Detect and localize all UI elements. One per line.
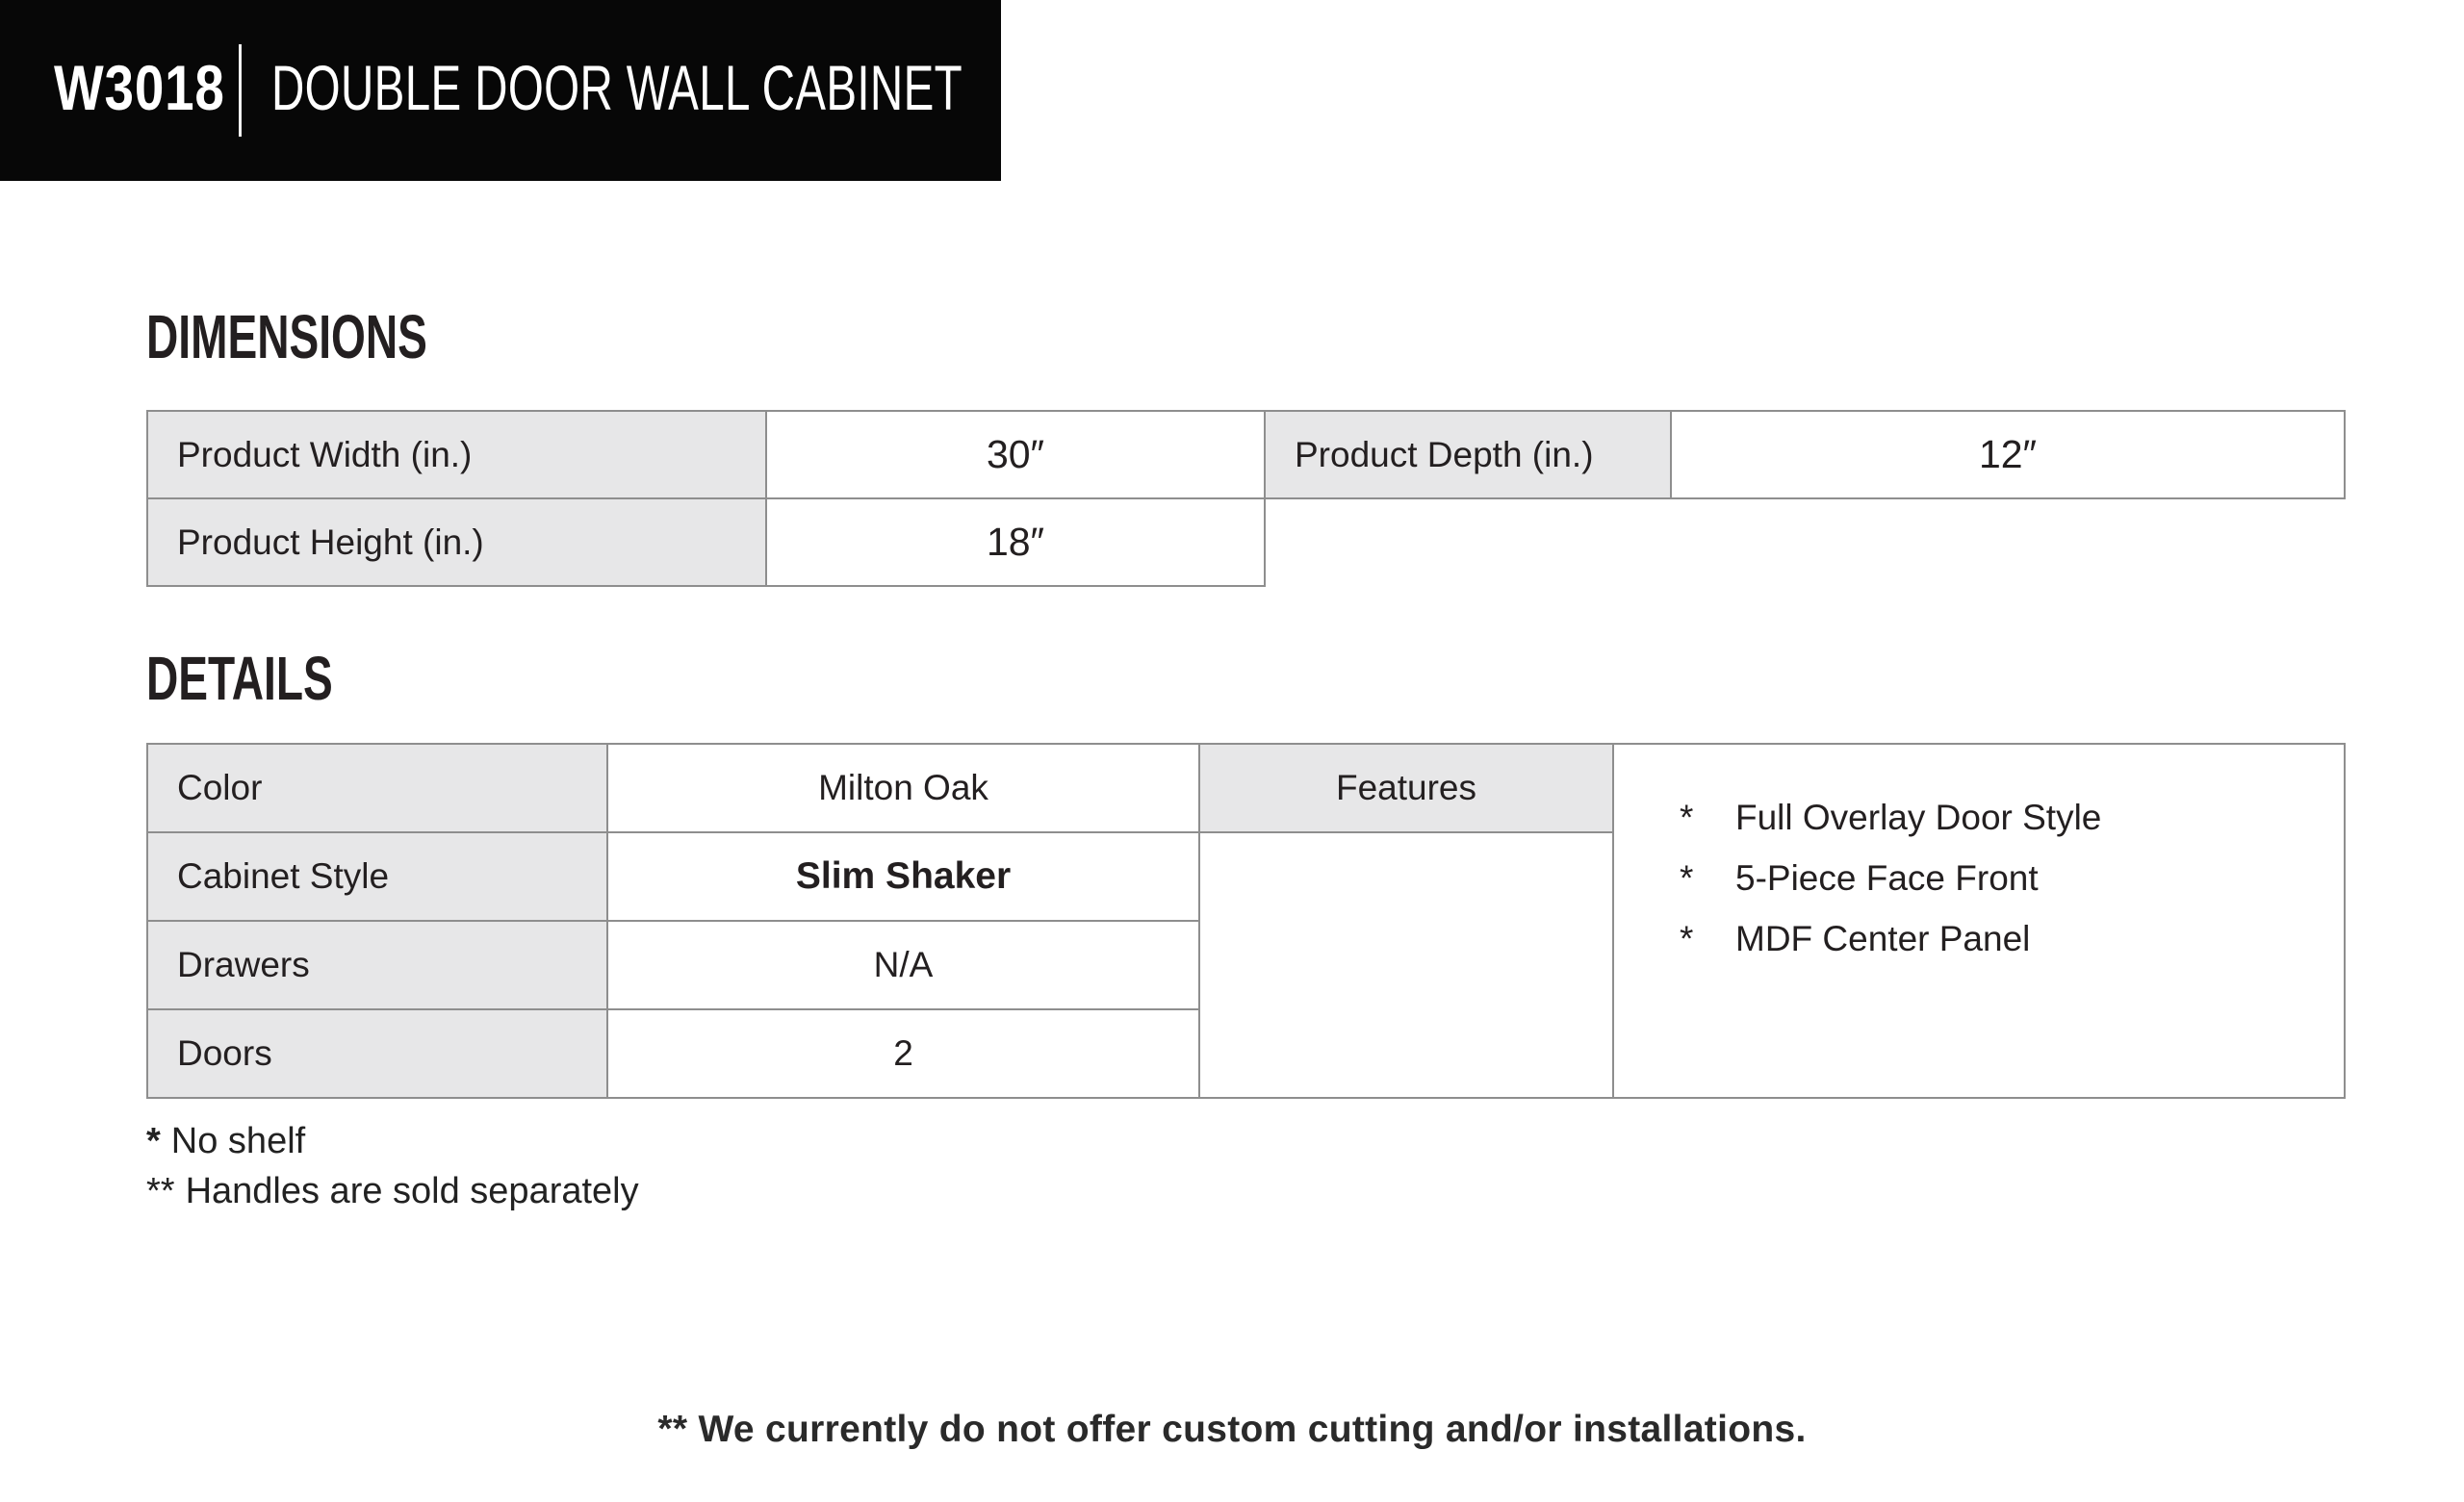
- feature-bullet: *: [1680, 858, 1694, 898]
- footnote-marker: **: [146, 1171, 175, 1211]
- empty-region: [1265, 498, 1671, 586]
- feature-text: MDF Center Panel: [1735, 919, 2031, 958]
- features-empty-cell: [1199, 832, 1613, 1098]
- detail-value-color: Milton Oak: [607, 744, 1199, 832]
- custom-cutting-disclaimer: ** We currently do not offer custom cutting and/or installations.: [657, 1409, 1807, 1450]
- details-table: [146, 743, 2346, 1099]
- empty-region: [1671, 498, 2345, 586]
- spec-sheet-content: [146, 181, 2344, 1216]
- detail-label-cabinet-style: Cabinet Style: [147, 832, 607, 921]
- product-header-bar: [0, 0, 1001, 181]
- feature-text: 5-Piece Face Front: [1735, 858, 2039, 898]
- detail-label-color: Color: [147, 744, 607, 832]
- feature-list-item: [1680, 919, 2344, 980]
- table-row: [147, 744, 2345, 832]
- feature-bullet: *: [1680, 798, 1694, 837]
- footnote-text: No shelf: [170, 1121, 306, 1161]
- product-title: DOUBLE DOOR WALL CABINET: [271, 51, 963, 123]
- detail-label-doors: Doors: [147, 1009, 607, 1098]
- dimension-value-depth: 12″: [1671, 411, 2345, 498]
- footnote-marker: *: [146, 1121, 161, 1161]
- dimensions-table: [146, 410, 2346, 587]
- dimension-label-width: Product Width (in.): [147, 411, 766, 498]
- feature-list-item: [1680, 798, 2344, 858]
- header-divider-line: [239, 44, 242, 137]
- details-heading: DETAILS: [146, 644, 333, 713]
- dimension-label-height: Product Height (in.): [147, 498, 766, 586]
- features-list-cell: [1613, 744, 2345, 1098]
- feature-bullet: *: [1680, 919, 1694, 958]
- detail-label-drawers: Drawers: [147, 921, 607, 1009]
- product-model-code: W3018: [54, 51, 225, 123]
- footnote-text: Handles are sold separately: [185, 1171, 639, 1211]
- dimension-value-height: 18″: [766, 498, 1265, 586]
- features-header-cell: Features: [1199, 744, 1613, 832]
- dimension-label-depth: Product Depth (in.): [1265, 411, 1671, 498]
- detail-value-cabinet-style: Slim Shaker: [607, 832, 1199, 921]
- dimensions-heading: DIMENSIONS: [146, 302, 427, 371]
- table-row: [147, 411, 2345, 498]
- feature-list-item: [1680, 858, 2344, 919]
- table-row: [147, 498, 2345, 586]
- footnote-handles: [146, 1166, 2344, 1216]
- detail-value-doors: 2: [607, 1009, 1199, 1098]
- dimension-value-width: 30″: [766, 411, 1265, 498]
- footnote-no-shelf: [146, 1116, 2344, 1166]
- feature-text: Full Overlay Door Style: [1735, 798, 2102, 837]
- detail-value-drawers: N/A: [607, 921, 1199, 1009]
- footnotes: [146, 1116, 2344, 1216]
